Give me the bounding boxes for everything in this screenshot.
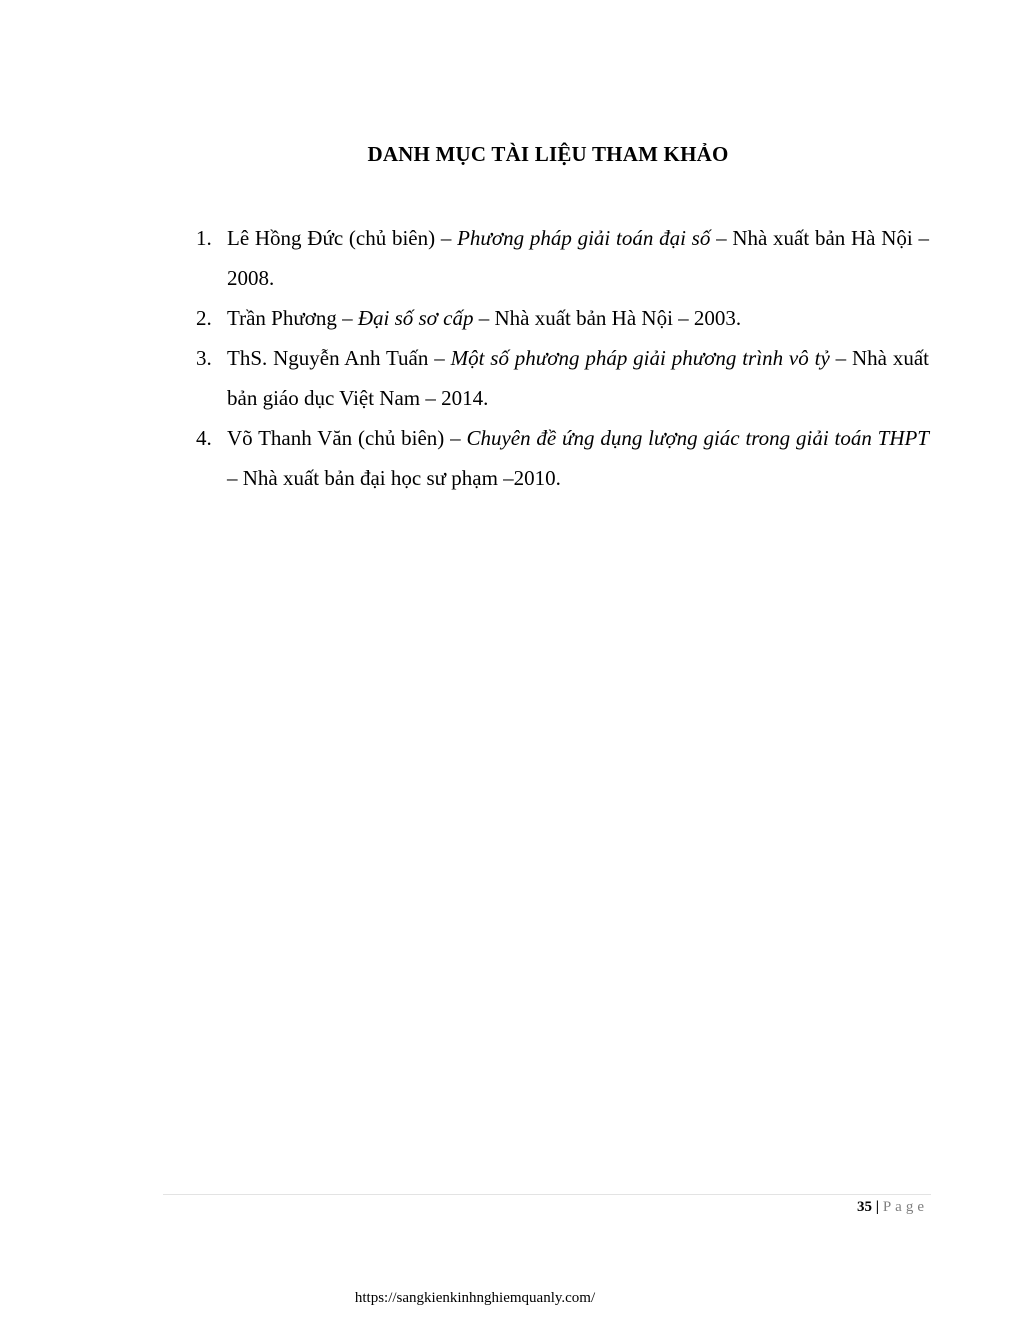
reference-item-2 xyxy=(196,298,929,338)
reference-publisher: – Nhà xuất bản Hà Nội – 2008. xyxy=(227,226,929,290)
source-url: https://sangkienkinhnghiemquanly.com/ xyxy=(354,1290,596,1306)
footer-divider xyxy=(163,1194,931,1195)
reference-title: Chuyên đề ứng dụng lượng giác trong giải toán THPT xyxy=(466,426,929,450)
page-separator: | xyxy=(872,1199,883,1215)
reference-title: Phương pháp giải toán đại số xyxy=(457,226,711,250)
reference-author: Trần Phương – xyxy=(227,306,358,330)
reference-publisher: – Nhà xuất bản giáo dục Việt Nam – 2014. xyxy=(227,346,929,410)
reference-number: 4. xyxy=(196,426,212,450)
reference-author: ThS. Nguyễn Anh Tuấn – xyxy=(227,346,451,370)
reference-list xyxy=(196,218,929,498)
page-label: Page xyxy=(882,1199,928,1215)
reference-publisher: – Nhà xuất bản đại học sư phạm –2010. xyxy=(227,466,561,490)
reference-author: Lê Hồng Đức (chủ biên) – xyxy=(227,226,458,250)
reference-number: 2. xyxy=(196,306,212,330)
reference-author: Võ Thanh Văn (chủ biên) – xyxy=(227,426,467,450)
page-number: 35 xyxy=(857,1199,873,1215)
page-footer xyxy=(857,1199,928,1216)
reference-item-3 xyxy=(196,338,929,418)
page-title: DANH MỤC TÀI LIỆU THAM KHẢO xyxy=(367,142,729,166)
reference-item-1 xyxy=(196,218,929,298)
reference-number: 3. xyxy=(196,346,212,370)
reference-title: Đại số sơ cấp xyxy=(357,306,474,330)
reference-publisher: – Nhà xuất bản Hà Nội – 2003. xyxy=(473,306,742,330)
reference-item-4 xyxy=(196,418,929,498)
reference-title: Một số phương pháp giải phương trình vô tỷ xyxy=(450,346,830,370)
reference-number: 1. xyxy=(196,226,212,250)
